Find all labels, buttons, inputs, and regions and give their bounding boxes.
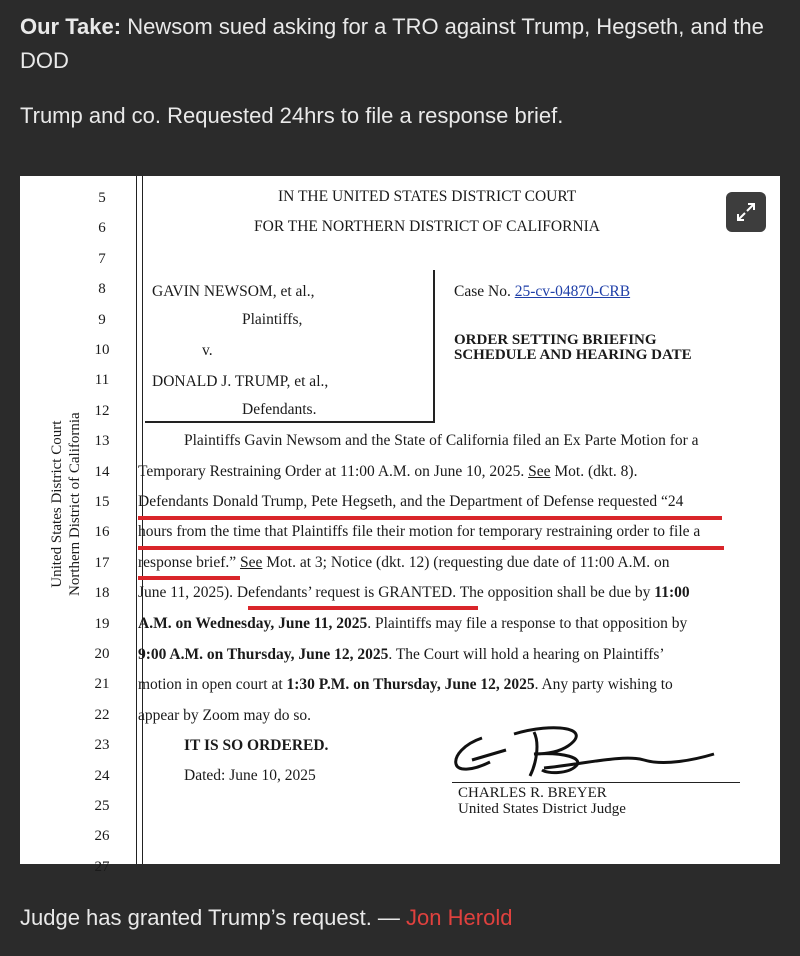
line-number: 25 <box>94 798 110 814</box>
line-number: 14 <box>94 463 110 480</box>
line-number: 6 <box>98 220 106 237</box>
line-number: 23 <box>94 737 110 754</box>
line-number: 20 <box>94 646 110 662</box>
intro-label: Our Take: <box>20 14 122 39</box>
line-number: 16 <box>94 524 110 541</box>
body-line-14: Temporary Restraining Order at 11:00 A.M. on June 10, 2025. See Mot. (dkt. 8). <box>138 463 638 480</box>
line-number: 24 <box>94 767 110 784</box>
body-line-16: hours from the time that Plaintiffs file their motion for temporary restraining order to file a <box>138 523 701 540</box>
line-number: 9 <box>98 311 106 328</box>
order-title-line2: SCHEDULE AND HEARING DATE <box>454 347 692 363</box>
margin-rule-left <box>136 176 137 864</box>
judge-signature <box>444 724 744 784</box>
line-number: 11 <box>94 372 110 389</box>
line-number: 19 <box>94 615 110 632</box>
court-document-image[interactable] <box>20 176 780 875</box>
line-number: 12 <box>94 402 110 419</box>
highlight-underline-15 <box>138 516 722 520</box>
body-line-15: Defendants Donald Trump, Pete Hegseth, and the Department of Defense requested “24 <box>138 493 684 510</box>
highlight-underline-18 <box>248 606 478 610</box>
case-label: Case No. <box>454 283 511 300</box>
judge-name: CHARLES R. BREYER <box>458 785 607 801</box>
line-number: 18 <box>94 585 110 602</box>
line-number: 10 <box>94 342 110 358</box>
plaintiffs-label: Plaintiffs, <box>242 311 303 328</box>
body-line-21: motion in open court at 1:30 P.M. on Thursday, June 12, 2025. Any party wishing to <box>138 676 673 693</box>
judge-title: United States District Judge <box>458 801 626 817</box>
highlight-underline-16 <box>138 546 724 550</box>
line-number: 26 <box>94 828 110 845</box>
highlight-underline-17 <box>138 576 240 580</box>
line-number: 17 <box>94 554 110 571</box>
body-line-13: Plaintiffs Gavin Newsom and the State of California filed an Ex Parte Motion for a <box>184 432 699 449</box>
line-number: 5 <box>98 190 106 206</box>
line-number: 22 <box>94 706 110 723</box>
side-label-line1: United States District Court <box>49 420 65 588</box>
court-side-label <box>48 412 84 596</box>
author-link[interactable]: Jon Herold <box>406 905 513 930</box>
signature-line <box>452 782 740 783</box>
plaintiff-name: GAVIN NEWSOM, et al., <box>152 283 315 300</box>
case-number-row <box>454 283 630 301</box>
case-number-link[interactable]: 25-cv-04870-CRB <box>514 283 631 300</box>
caption-divider-horizontal <box>145 421 435 423</box>
line-number: 8 <box>98 281 106 298</box>
body-line-20: 9:00 A.M. on Thursday, June 12, 2025. The Court will hold a hearing on Plaintiffs’ <box>138 646 665 663</box>
caption-divider-vertical <box>433 270 435 422</box>
body-line-17: response brief.” See Mot. at 3; Notice (dkt. 12) (requesting due date of 11:00 A.M. on <box>138 554 670 571</box>
footer-text: Judge has granted Trump’s request. — <box>20 905 400 930</box>
footer-line <box>20 905 512 931</box>
versus-label: v. <box>202 342 213 359</box>
intro-paragraph <box>20 10 780 78</box>
paragraph-2: Trump and co. Requested 24hrs to file a response brief. <box>20 103 564 128</box>
defendant-name: DONALD J. TRUMP, et al., <box>152 373 329 390</box>
line-number: 27 <box>94 858 110 875</box>
line-number: 13 <box>94 433 110 450</box>
margin-rule-right <box>142 176 143 864</box>
body-line-18: June 11, 2025). Defendants’ request is GRANTED. The opposition shall be due by 11:00 <box>138 584 690 601</box>
defendants-label: Defendants. <box>242 401 317 418</box>
line-number: 21 <box>94 676 110 693</box>
expand-image-button[interactable] <box>726 192 766 232</box>
court-title-line1: IN THE UNITED STATES DISTRICT COURT <box>278 188 577 205</box>
line-number: 7 <box>98 250 106 267</box>
dated-line: Dated: June 10, 2025 <box>184 767 316 784</box>
intro-text: Newsom sued asking for a TRO against Trump, Hegseth, and the DOD <box>20 14 764 73</box>
order-title-line1: ORDER SETTING BRIEFING <box>454 332 657 348</box>
line-number: 15 <box>94 494 110 510</box>
so-ordered: IT IS SO ORDERED. <box>184 737 329 754</box>
body-line-19: A.M. on Wednesday, June 11, 2025. Plaintiffs may file a response to that opposition by <box>138 615 688 632</box>
expand-icon <box>736 202 756 222</box>
body-line-22: appear by Zoom may do so. <box>138 707 312 724</box>
side-label-line2: Northern District of California <box>67 412 83 596</box>
court-title-line2: FOR THE NORTHERN DISTRICT OF CALIFORNIA <box>254 218 600 235</box>
